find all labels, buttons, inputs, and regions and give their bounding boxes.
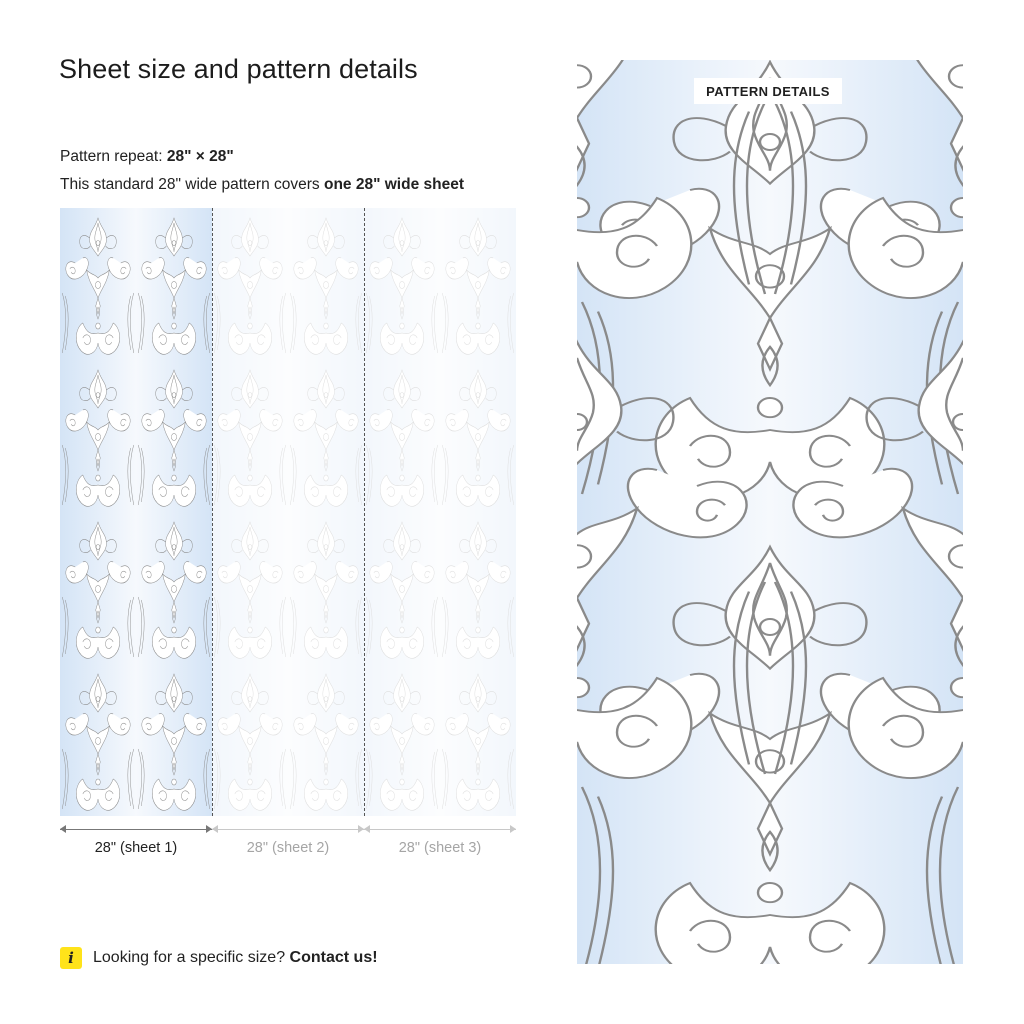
sheet-1-pattern [60, 208, 212, 816]
coverage-text: This standard 28" wide pattern covers [60, 176, 324, 193]
sheet-seam [212, 208, 213, 816]
page-title: Sheet size and pattern details [59, 54, 418, 84]
sheet-3-dimension [364, 822, 516, 862]
pattern-repeat-value: 28" × 28" [166, 148, 234, 165]
arrow-left-icon [212, 825, 218, 833]
sheet-2-dimension [212, 822, 364, 862]
sheet-preview [60, 208, 516, 816]
info-icon: i [60, 947, 82, 969]
sheet-3-pattern [364, 208, 516, 816]
custom-size-text [93, 949, 378, 967]
sheet-3-label: 28" (sheet 3) [398, 840, 482, 856]
custom-size-question: Looking for a specific size? [93, 949, 290, 966]
sheet-seam [364, 208, 365, 816]
pattern-detail-artwork [577, 60, 963, 964]
coverage-emphasis: one 28" wide sheet [323, 176, 464, 193]
sheet-2-pattern [212, 208, 364, 816]
sheet-1-preview [60, 208, 212, 816]
sheet-2-preview [212, 208, 364, 816]
custom-size-note [60, 946, 378, 970]
pattern-detail-image [577, 60, 963, 964]
coverage-line [60, 176, 464, 194]
pattern-repeat-line [60, 148, 234, 166]
arrow-left-icon [364, 825, 370, 833]
sheet-3-preview [364, 208, 516, 816]
pattern-details-label: PATTERN DETAILS [694, 78, 842, 104]
dimension-line [212, 829, 364, 830]
dimension-line [364, 829, 516, 830]
arrow-right-icon [510, 825, 516, 833]
contact-us-link[interactable]: Contact us! [289, 949, 378, 966]
arrow-left-icon [60, 825, 66, 833]
sheet-2-label: 28" (sheet 2) [246, 840, 330, 856]
dimension-line [60, 829, 212, 830]
sheet-dimensions [60, 822, 516, 862]
sheet-1-label: 28" (sheet 1) [94, 840, 178, 856]
sheet-1-dimension [60, 822, 212, 862]
pattern-repeat-label: Pattern repeat: [60, 148, 167, 165]
